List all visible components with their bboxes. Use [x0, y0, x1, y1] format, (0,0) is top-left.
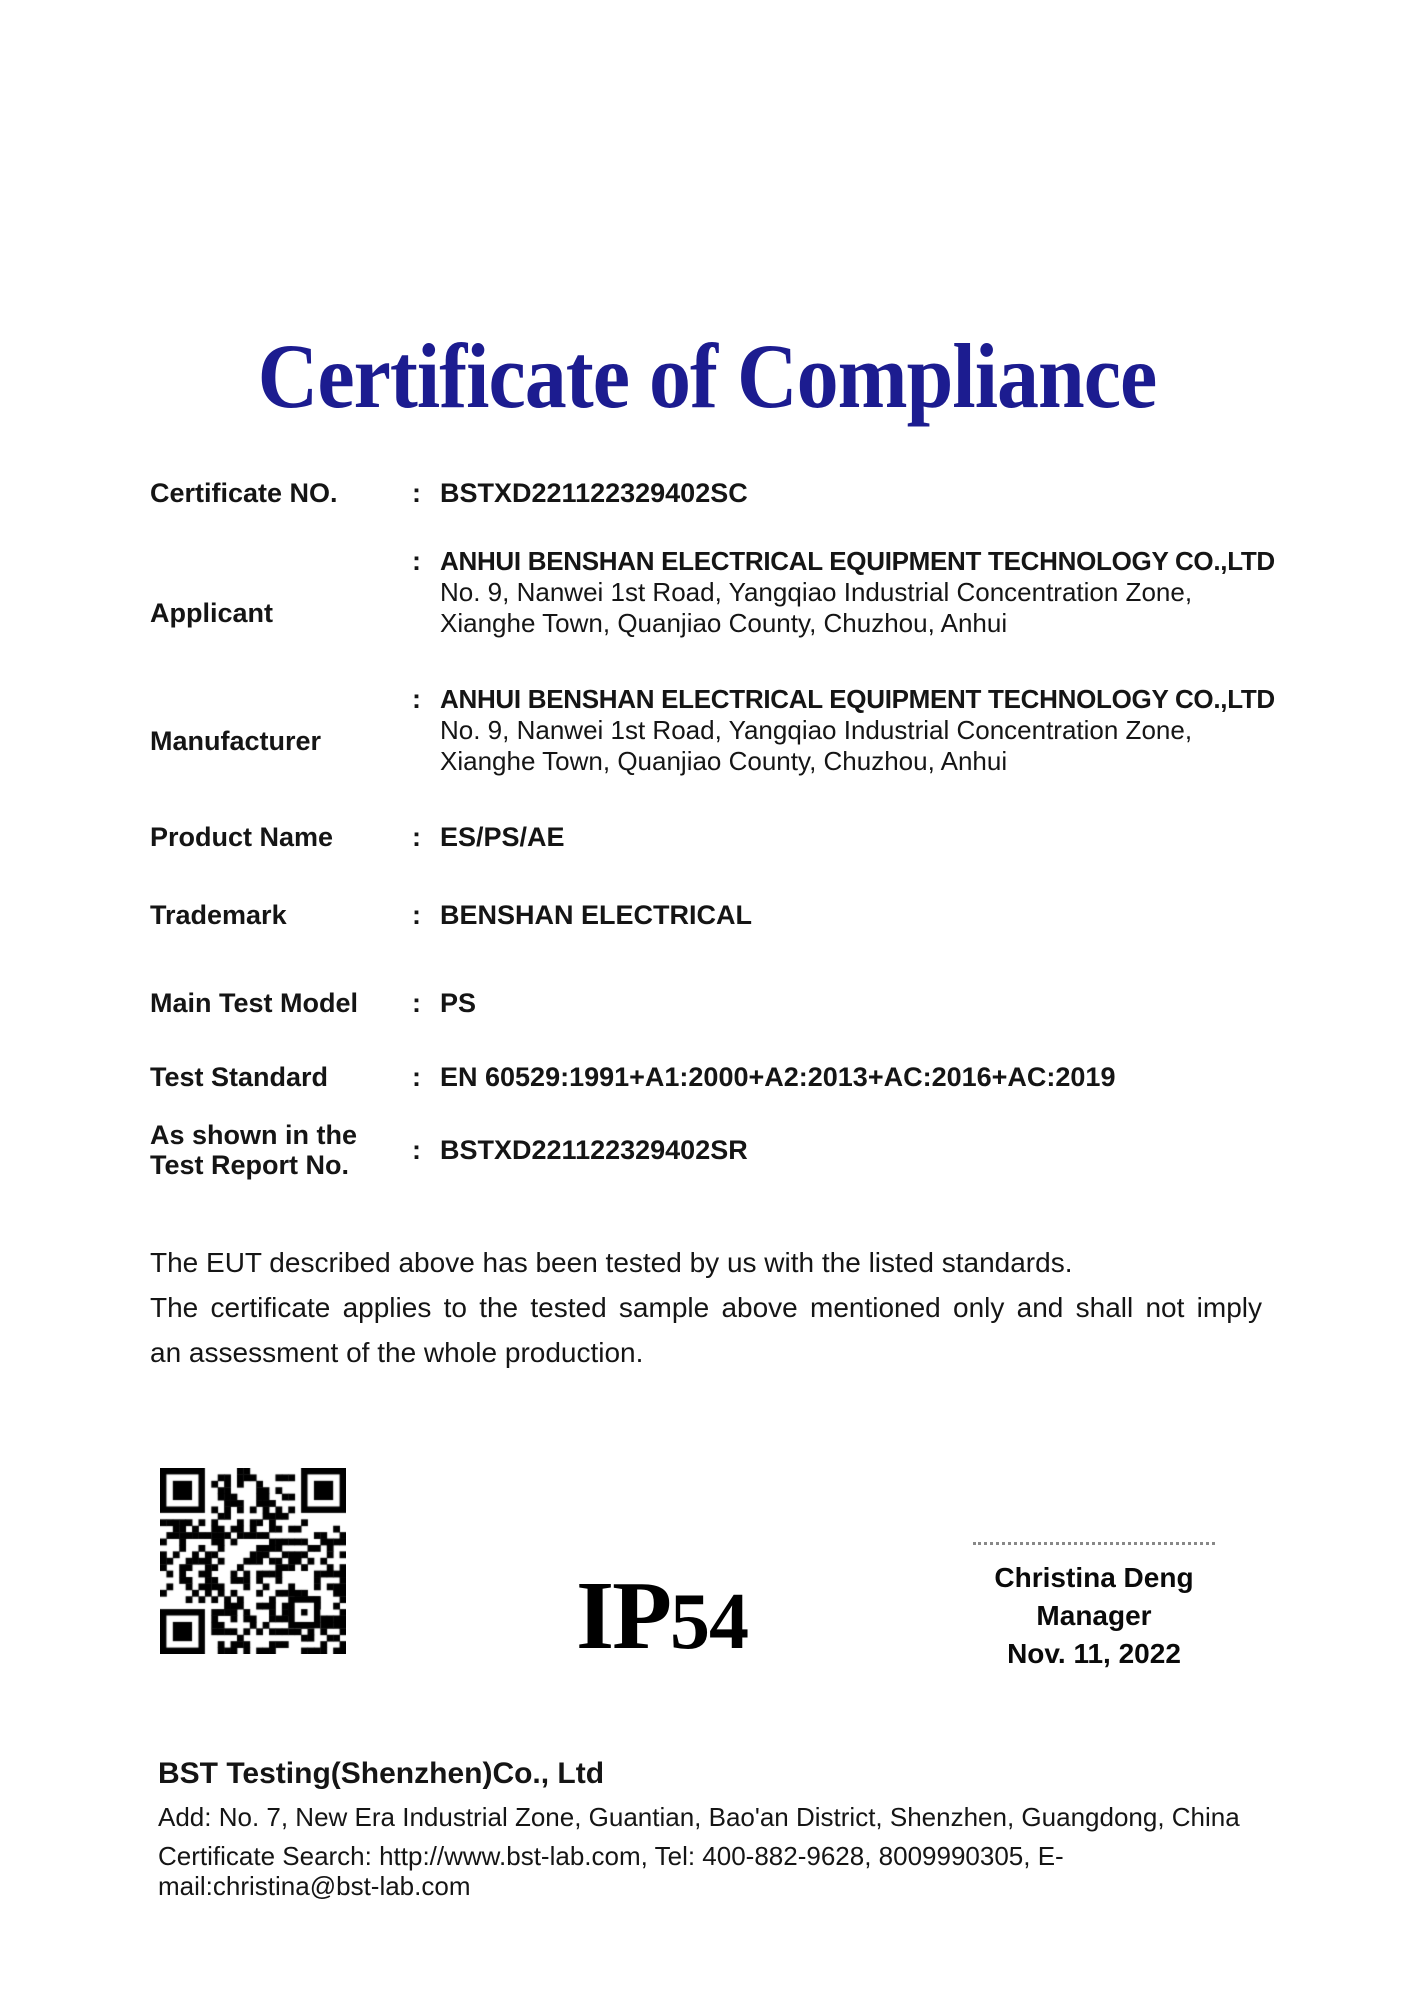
row-applicant: [150, 546, 1275, 639]
colon-separator: :: [412, 546, 421, 576]
row-trademark: [150, 900, 1265, 931]
signature-block: [973, 1542, 1215, 1673]
product-name-label: Product Name: [150, 822, 334, 852]
row-test-standard: [150, 1062, 1265, 1093]
footer-company-name: BST Testing(Shenzhen)Co., Ltd: [158, 1757, 605, 1790]
statement-paragraph: [150, 1240, 1262, 1375]
manufacturer-value: [440, 684, 1275, 777]
test-report-label: [150, 1120, 412, 1180]
colon-separator: :: [412, 822, 421, 852]
product-name-value: ES/PS/AE: [440, 822, 565, 852]
ip-rating-prefix: IP: [576, 1562, 670, 1670]
test-standard-value: EN 60529:1991+A1:2000+A2:2013+AC:2016+AC:2019: [440, 1062, 1116, 1092]
applicant-address-line1: No. 9, Nanwei 1st Road, Yangqiao Industrial Concentration Zone,: [440, 577, 1193, 607]
footer-address: Add: No. 7, New Era Industrial Zone, Guantian, Bao'an District, Shenzhen, Guangdong, China: [158, 1802, 1240, 1832]
colon-separator: :: [412, 988, 421, 1018]
colon-separator: :: [412, 478, 421, 508]
qr-code: [160, 1468, 346, 1654]
signature-name: Christina Deng: [994, 1562, 1194, 1593]
certificate-no-value: BSTXD221122329402SC: [440, 478, 748, 508]
row-manufacturer: [150, 684, 1275, 777]
applicant-company: ANHUI BENSHAN ELECTRICAL EQUIPMENT TECHNOLOGY CO.,LTD: [440, 546, 1275, 576]
manufacturer-company: ANHUI BENSHAN ELECTRICAL EQUIPMENT TECHNOLOGY CO.,LTD: [440, 684, 1275, 714]
applicant-address-line2: Xianghe Town, Quanjiao County, Chuzhou, Anhui: [440, 608, 1008, 638]
main-test-model-label: Main Test Model: [150, 988, 359, 1018]
certificate-no-label: Certificate NO.: [150, 478, 338, 508]
applicant-value: [440, 546, 1275, 639]
row-product-name: [150, 822, 1265, 853]
ip-rating: [576, 1560, 748, 1672]
test-standard-label: Test Standard: [150, 1062, 329, 1092]
colon-separator: :: [412, 1134, 421, 1165]
row-test-report-no: [150, 1120, 1265, 1180]
row-main-test-model: [150, 988, 1265, 1019]
trademark-label: Trademark: [150, 900, 287, 930]
manufacturer-label: Manufacturer: [150, 726, 322, 756]
colon-separator: :: [412, 684, 421, 714]
trademark-value: BENSHAN ELECTRICAL: [440, 900, 753, 930]
main-test-model-value: PS: [440, 988, 477, 1018]
statement-line2: The certificate applies to the tested sample above mentioned only and shall not imply: [150, 1292, 1262, 1323]
footer-contact: Certificate Search: http://www.bst-lab.com, Tel: 400-882-9628, 8009990305, E-mail:christina@bst-lab.com: [158, 1841, 1064, 1901]
colon-separator: :: [412, 900, 421, 930]
statement-line1: The EUT described above has been tested by us with the listed standards.: [150, 1247, 1073, 1278]
footer: [158, 1756, 1268, 1901]
page-title: Certificate of Compliance: [257, 325, 1157, 428]
signature-role: Manager: [1036, 1600, 1152, 1631]
applicant-label: Applicant: [150, 598, 274, 628]
row-certificate-no: [150, 478, 1265, 509]
colon-separator: :: [412, 1062, 421, 1092]
test-report-label-line2: Test Report No.: [150, 1150, 350, 1180]
statement-line3: an assessment of the whole production.: [150, 1337, 644, 1368]
manufacturer-address-line2: Xianghe Town, Quanjiao County, Chuzhou, Anhui: [440, 746, 1008, 776]
manufacturer-address-line1: No. 9, Nanwei 1st Road, Yangqiao Industrial Concentration Zone,: [440, 715, 1193, 745]
test-report-value: BSTXD221122329402SR: [440, 1134, 748, 1165]
signature-dotted-line: [973, 1542, 1215, 1545]
ip-rating-digits: 54: [670, 1578, 748, 1666]
signature-date: Nov. 11, 2022: [1007, 1638, 1181, 1669]
test-report-label-line1: As shown in the: [150, 1120, 358, 1150]
